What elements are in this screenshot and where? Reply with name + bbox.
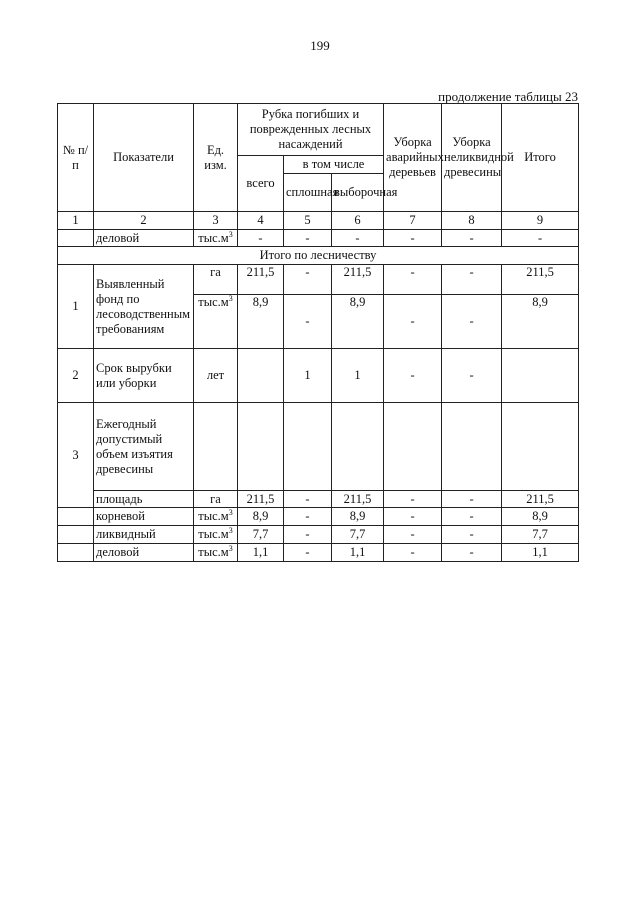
value-cell: 8,9 [502,295,579,349]
unit-cell [194,295,238,349]
value-cell: 1,1 [238,544,284,562]
value-cell: - [442,295,502,349]
value-cell: - [284,491,332,508]
row-label: деловой [94,230,194,247]
unit-text: тыс.м [198,230,229,245]
table-row [58,508,579,526]
value-cell: - [384,544,442,562]
value-cell: - [384,508,442,526]
value-cell: - [384,526,442,544]
row-label: Ежегодный допустимый объем изъятия древесины [94,403,194,491]
col-number: 5 [284,212,332,230]
table-row [58,403,579,491]
unit-cell [194,508,238,526]
value-cell: 211,5 [238,491,284,508]
row-num: 1 [58,265,94,349]
value-cell: 7,7 [238,526,284,544]
value-cell [502,349,579,403]
value-cell [238,349,284,403]
col-number: 7 [384,212,442,230]
col-number: 1 [58,212,94,230]
col-number: 2 [94,212,194,230]
header-num: № п/п [58,104,94,212]
col-number: 3 [194,212,238,230]
value-cell: 8,9 [332,295,384,349]
unit-superscript: 3 [228,525,233,535]
empty-cell [442,403,502,491]
table-continuation-label: продолжение таблицы 23 [438,89,578,104]
table-row [58,265,579,295]
header-total: Итого [502,104,579,212]
value-cell: - [284,295,332,349]
value-cell: - [384,230,442,247]
value-cell: - [442,508,502,526]
header-all: всего [238,156,284,212]
header-row-1 [58,104,579,156]
row-label: площадь [94,491,194,508]
col-number: 9 [502,212,579,230]
empty-cell [194,403,238,491]
value-cell: - [238,230,284,247]
unit-superscript: 3 [228,293,233,303]
value-cell: 211,5 [332,491,384,508]
unit-text: тыс.м [198,295,229,309]
row-label: Срок вырубки или уборки [94,349,194,403]
value-cell: - [442,491,502,508]
value-cell: - [442,544,502,562]
col-number: 4 [238,212,284,230]
value-cell: 211,5 [502,491,579,508]
header-unit: Ед. изм. [194,104,238,212]
value-cell: - [442,230,502,247]
value-cell: 8,9 [238,508,284,526]
row-num-cell [58,544,94,562]
value-cell: - [442,349,502,403]
section-row [58,247,579,265]
unit-cell [194,526,238,544]
header-selective: выборочная [332,174,384,212]
value-cell: 211,5 [502,265,579,295]
value-cell: - [442,265,502,295]
row-num: 2 [58,349,94,403]
unit-cell [194,230,238,247]
unit-text: тыс.м [198,545,229,559]
table-row [58,526,579,544]
value-cell: 7,7 [502,526,579,544]
unit-text: тыс.м [198,527,229,541]
unit-text: тыс.м [198,509,229,523]
row-num-cell [58,508,94,526]
column-number-row [58,212,579,230]
header-including: в том числе [284,156,384,174]
unit-cell [194,544,238,562]
value-cell: - [384,491,442,508]
value-cell: 1,1 [332,544,384,562]
unit-text: га [210,265,221,279]
value-cell: 7,7 [332,526,384,544]
header-cleanup-nonliquid: Уборка неликвидной древесины [442,104,502,212]
value-cell: - [284,265,332,295]
row-label: Выявленный фонд по лесоводственным требованиям [94,265,194,349]
header-clear-cut: сплошная [284,174,332,212]
unit-superscript: 3 [228,543,233,553]
value-cell: - [284,544,332,562]
page-number: 199 [310,38,330,53]
table-row [58,230,579,247]
empty-cell [238,403,284,491]
header-cleanup-emergency: Уборка аварийных деревьев [384,104,442,212]
empty-cell [384,403,442,491]
value-cell: - [284,508,332,526]
row-label: ликвидный [94,526,194,544]
unit-cell: лет [194,349,238,403]
unit-cell [194,265,238,295]
value-cell: 8,9 [238,295,284,349]
unit-text: га [210,491,221,506]
empty-cell [502,403,579,491]
value-cell: 211,5 [238,265,284,295]
header-indicators: Показатели [94,104,194,212]
row-num-cell [58,526,94,544]
value-cell: 1,1 [502,544,579,562]
empty-cell [284,403,332,491]
unit-superscript: 3 [228,507,233,517]
value-cell: - [332,230,384,247]
value-cell: - [442,526,502,544]
row-num: 3 [58,403,94,508]
value-cell: - [502,230,579,247]
value-cell: - [384,349,442,403]
row-label: деловой [94,544,194,562]
row-label: корневой [94,508,194,526]
value-cell: 211,5 [332,265,384,295]
table-row [58,491,579,508]
value-cell: - [284,230,332,247]
value-cell: - [384,265,442,295]
value-cell: - [284,526,332,544]
value-cell: - [384,295,442,349]
value-cell: 1 [284,349,332,403]
value-cell: 8,9 [332,508,384,526]
forestry-table [57,103,579,562]
value-cell: 1 [332,349,384,403]
empty-cell [332,403,384,491]
unit-superscript: 3 [228,229,233,239]
table-row [58,544,579,562]
header-felling-group: Рубка погибших и поврежденных лесных насаждений [238,104,384,156]
row-num-cell [58,230,94,247]
unit-cell [194,491,238,508]
col-number: 8 [442,212,502,230]
section-title: Итого по лесничеству [58,247,579,265]
table-row [58,349,579,403]
col-number: 6 [332,212,384,230]
value-cell: 8,9 [502,508,579,526]
